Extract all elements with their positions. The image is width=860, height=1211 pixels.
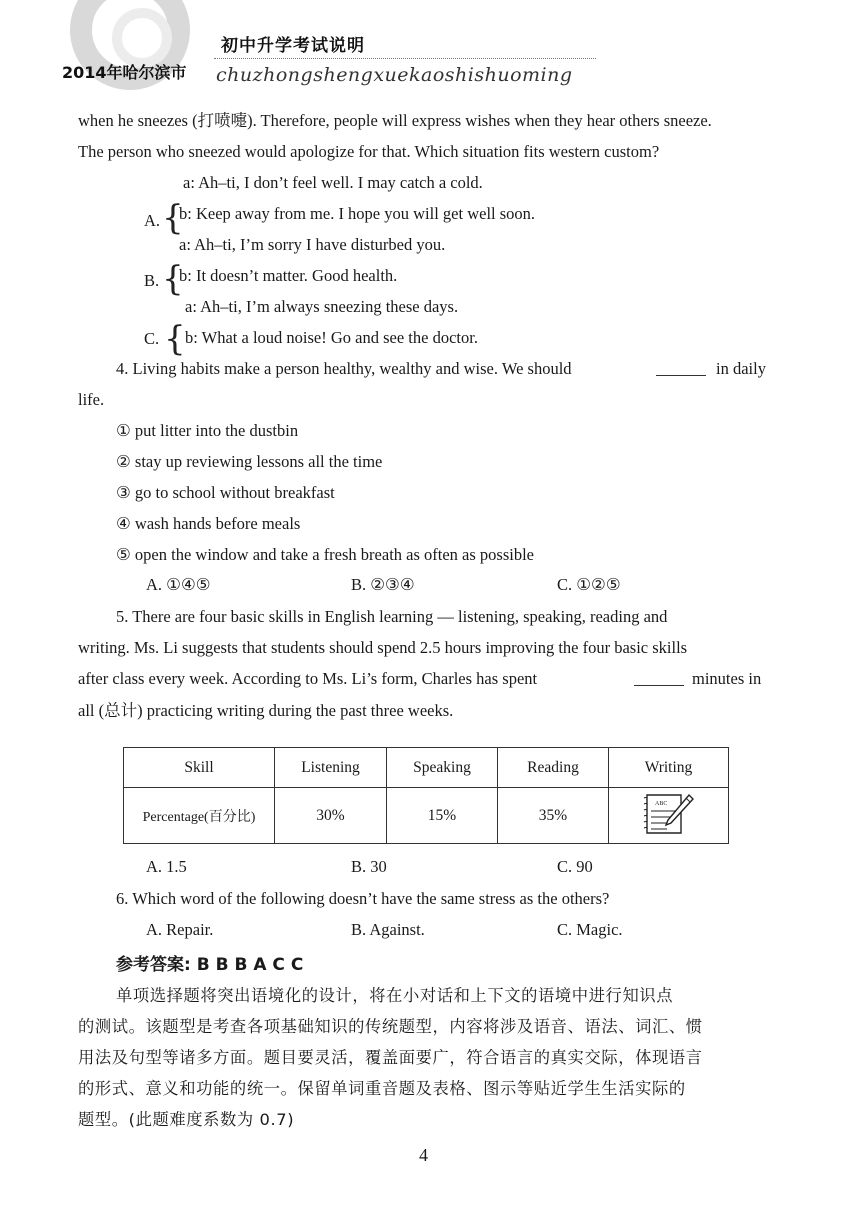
q5-stem-line3-part2: minutes in [692,669,762,688]
q5-option-b: B. 30 [351,857,387,876]
q3-option-a-line2: b: Keep away from me. I hope you will get well soon. [179,204,536,223]
q3-option-c-label: C. [144,329,160,348]
q5-stem-line3-part1: after class every week. According to Ms. Li’s form, Charles has spent [78,669,538,688]
q4-item: ① put litter into the dustbin [116,421,299,440]
notepad-text: ABC [654,801,667,807]
region-label: 2014年哈尔滨市 [62,63,187,82]
q6-stem: 6. Which word of the following doesn’t have the same stress as the others? [116,889,610,908]
q4-stem-line2: life. [78,390,105,409]
table-header-cell: Skill [124,748,275,788]
q3-option-a-brace: { [162,198,184,238]
q4-option-c: C. ①②⑤ [557,575,621,594]
q5-option-c: C. 90 [557,857,593,876]
q4-option-b: B. ②③④ [351,575,415,594]
q4-stem-part1: 4. Living habits make a person healthy, wealthy and wise. We should [116,359,572,378]
q4-item: ③ go to school without breakfast [116,483,335,502]
skills-table [123,747,729,844]
table-row-label: Percentage(百分比) [124,788,275,844]
q5-option-a: A. 1.5 [146,857,187,876]
q3-option-a-label: A. [144,211,161,230]
q5-stem-line1: 5. There are four basic skills in English learning — listening, speaking, reading and [116,607,668,626]
q4-item: ④ wash hands before meals [116,514,301,533]
book-title-pinyin: chuzhongshengxuekaoshishuoming [216,64,573,86]
q3-option-c-line2: b: What a loud noise! Go and see the doctor. [185,328,478,347]
q3-option-a-line1: a: Ah–ti, I don’t feel well. I may catch a cold. [183,173,483,192]
q6-option-b: B. Against. [351,920,425,939]
explanation-line: 的测试。该题型是考查各项基础知识的传统题型，内容将涉及语音、语法、词汇、惯 [78,1017,703,1036]
q5-answer-blank [634,671,684,686]
q5-stem-line4: all (总计) practicing writing during the past three weeks. [78,701,454,720]
book-title: 初中升学考试说明 [221,36,365,56]
q3-option-b-line2: b: It doesn’t matter. Good health. [179,266,398,285]
header-rule [214,58,596,59]
table-cell-writing [609,788,729,844]
q4-item: ② stay up reviewing lessons all the time [116,452,383,471]
table-header-cell: Listening [275,748,387,788]
q4-stem-part2: in daily [716,359,766,378]
q3-option-c-line1: a: Ah–ti, I’m always sneezing these days. [185,297,459,316]
explanation-line: 用法及句型等诸多方面。题目要灵活，覆盖面要广，符合语言的真实交际，体现语言 [78,1048,703,1067]
q3-intro-line1: when he sneezes (打喷嚏). Therefore, people will express wishes when they hear others sneeze. [78,111,712,130]
table-header-cell: Writing [609,748,729,788]
table-header-cell: Speaking [387,748,498,788]
q3-option-b-line1: a: Ah–ti, I’m sorry I have disturbed you. [179,235,446,254]
answer-key: 参考答案: B B B A C C [116,955,304,975]
table-cell: 35% [498,788,609,844]
explanation-line: 题型。(此题难度系数为 0.7) [78,1110,295,1129]
header-decoration-ring-inner [112,8,172,68]
q6-option-c: C. Magic. [557,920,623,939]
table-header-row [124,748,729,788]
q4-item: ⑤ open the window and take a fresh breath as often as possible [116,545,535,564]
explanation-paragraph [78,980,778,1135]
q3-option-b-label: B. [144,271,160,290]
q3-option-b-brace: { [162,259,184,299]
table-header-cell: Reading [498,748,609,788]
notepad-pen-icon [641,789,697,837]
q3-intro-line2: The person who sneezed would apologize for that. Which situation fits western custom? [78,142,660,161]
table-row [124,788,729,844]
page-number: 4 [419,1145,428,1165]
q3-option-c-brace: { [164,319,186,359]
table-cell: 15% [387,788,498,844]
q5-stem-line2: writing. Ms. Li suggests that students should spend 2.5 hours improving the four basic skills [78,638,688,657]
table-cell: 30% [275,788,387,844]
q4-option-a: A. ①④⑤ [146,575,211,594]
explanation-line: 的形式、意义和功能的统一。保留单词重音题及表格、图示等贴近学生生活实际的 [78,1079,686,1098]
explanation-line: 单项选择题将突出语境化的设计，将在小对话和上下文的语境中进行知识点 [116,986,674,1005]
q4-answer-blank [656,361,706,376]
q6-option-a: A. Repair. [146,920,214,939]
